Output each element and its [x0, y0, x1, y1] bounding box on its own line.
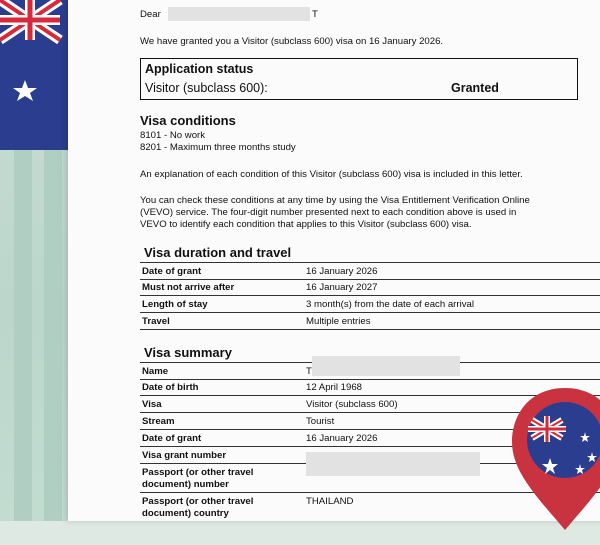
row-label: Passport (or other travel	[142, 467, 254, 478]
row-label: Name	[142, 366, 169, 377]
row-value: Visitor (subclass 600)	[306, 399, 398, 410]
row-label: Date of birth	[142, 382, 199, 393]
row-label: Date of grant	[142, 433, 202, 444]
row-label: Length of stay	[142, 299, 208, 310]
conditions-heading: Visa conditions	[140, 113, 236, 128]
conditions-explanation: An explanation of each condition of this Visitor (subclass 600) visa is included in this letter.	[140, 169, 523, 180]
status-title: Application status	[145, 62, 254, 76]
row-value: Tourist	[306, 416, 335, 427]
row-label: Stream	[142, 416, 175, 427]
row-value: 12 April 1968	[306, 382, 363, 393]
row-label: Travel	[142, 316, 170, 327]
row-label: Visa grant number	[142, 450, 227, 461]
vevo-text: You can check these conditions at any time by using the Visa Entitlement Verification Online	[140, 195, 530, 206]
application-status-box	[140, 58, 578, 100]
duration-heading: Visa duration and travel	[144, 245, 292, 260]
row-label: document) number	[142, 479, 229, 490]
status-value: Granted	[451, 81, 499, 95]
row-label: Passport (or other travel	[142, 496, 254, 507]
row-value: 16 January 2026	[306, 266, 378, 277]
table-row	[140, 279, 600, 296]
condition-item: 8101 - No work	[140, 130, 206, 141]
salutation: Dear	[140, 9, 161, 20]
row-label: Must not arrive after	[142, 282, 235, 293]
australia-location-pin-icon	[510, 380, 600, 540]
row-value: 3 month(s) from the date of each arrival	[306, 299, 474, 310]
row-value: Multiple entries	[306, 316, 371, 327]
row-label: document) country	[142, 508, 229, 519]
row-label: Visa	[142, 399, 162, 410]
salutation-end: T	[312, 9, 318, 20]
summary-heading: Visa summary	[144, 345, 232, 360]
row-value: 16 January 2027	[306, 282, 378, 293]
row-value: 16 January 2026	[306, 433, 378, 444]
row-value: THAILAND	[306, 496, 354, 507]
vevo-text: (VEVO) service. The four-digit number presented next to each condition above is used in	[140, 207, 517, 218]
status-visa-type: Visitor (subclass 600):	[145, 81, 268, 95]
grant-intro: We have granted you a Visitor (subclass 600) visa on 16 January 2026.	[140, 36, 444, 47]
redacted-grant-number	[306, 452, 480, 476]
background-stripe	[44, 120, 62, 521]
row-value: T	[306, 366, 312, 377]
row-label: Date of grant	[142, 266, 202, 277]
vevo-text: VEVO to identify each condition that applies to this Visitor (subclass 600) visa.	[140, 219, 472, 230]
table-row	[140, 313, 600, 330]
condition-item: 8201 - Maximum three months study	[140, 142, 296, 153]
background-stripe	[14, 120, 32, 521]
redacted-name-value	[312, 356, 460, 376]
table-row	[140, 262, 600, 280]
table-row	[140, 296, 600, 313]
redacted-name	[168, 7, 310, 21]
